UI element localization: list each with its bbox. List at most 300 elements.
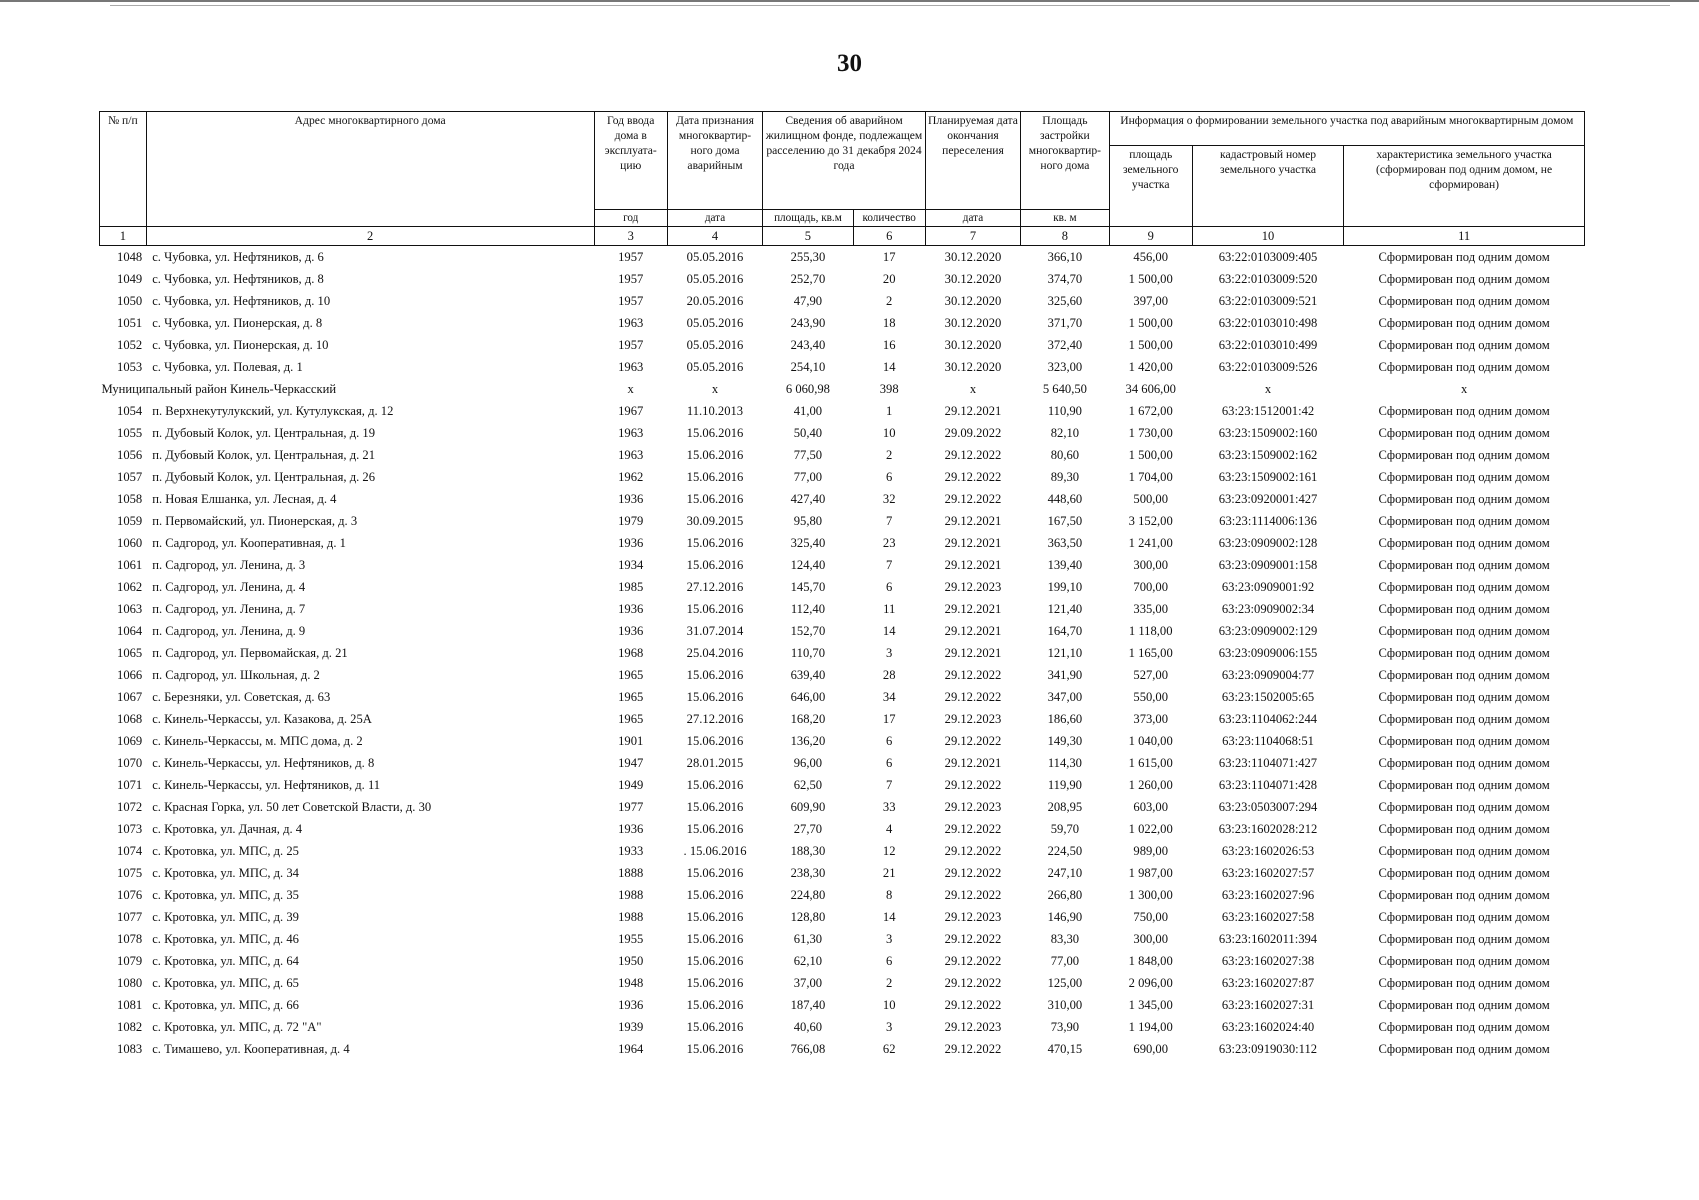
- row-address: с. Кротовка, ул. МПС, д. 72 "А": [152, 1019, 322, 1034]
- row-area: 128,80: [790, 909, 826, 924]
- row-land-area: 550,00: [1133, 689, 1169, 704]
- row-land-area: 1 165,00: [1128, 645, 1173, 660]
- row-land-area: 1 500,00: [1128, 315, 1173, 330]
- row-recognition-date: 15.06.2016: [686, 931, 744, 946]
- row-planned-date: 29.12.2022: [944, 865, 1002, 880]
- header-planned-date: Планируемая дата окончания переселения: [925, 112, 1020, 210]
- row-area: 187,40: [790, 997, 826, 1012]
- unit-date: дата: [667, 210, 762, 227]
- row-land-characteristic: Сформирован под одним домом: [1378, 315, 1550, 330]
- district-area: 6 060,98: [785, 381, 830, 396]
- row-address: с. Красная Горка, ул. 50 лет Советской Власти, д. 30: [152, 799, 432, 814]
- row-land-characteristic: Сформирован под одним домом: [1378, 799, 1550, 814]
- col-number: 1: [100, 227, 147, 246]
- row-land-characteristic: Сформирован под одним домом: [1378, 931, 1550, 946]
- table-row: [100, 950, 1585, 972]
- row-count: 17: [882, 249, 896, 264]
- table-row: [100, 268, 1585, 290]
- row-count: 7: [886, 777, 893, 792]
- row-area: 255,30: [790, 249, 826, 264]
- district-cadastral-number: x: [1264, 381, 1272, 396]
- row-planned-date: 29.12.2023: [944, 1019, 1002, 1034]
- row-recognition-date: 15.06.2016: [686, 777, 744, 792]
- row-number: 1077: [117, 909, 143, 924]
- row-recognition-date: 15.06.2016: [686, 821, 744, 836]
- col-number: 3: [594, 227, 667, 246]
- row-year: 1968: [618, 645, 644, 660]
- row-planned-date: 29.12.2021: [944, 513, 1002, 528]
- row-cadastral-number: 63:23:1602027:31: [1221, 997, 1315, 1012]
- row-area: 646,00: [790, 689, 826, 704]
- row-number: 1052: [117, 337, 143, 352]
- row-planned-date: 29.12.2022: [944, 931, 1002, 946]
- row-cadastral-number: 63:23:1509002:162: [1218, 447, 1318, 462]
- row-build-area: 323,00: [1047, 359, 1083, 374]
- row-area: 243,90: [790, 315, 826, 330]
- row-land-characteristic: Сформирован под одним домом: [1378, 579, 1550, 594]
- row-build-area: 310,00: [1047, 997, 1083, 1012]
- row-build-area: 121,40: [1047, 601, 1083, 616]
- scan-top-line: [110, 5, 1670, 6]
- row-land-characteristic: Сформирован под одним домом: [1378, 821, 1550, 836]
- row-land-characteristic: Сформирован под одним домом: [1378, 293, 1550, 308]
- district-count: 398: [879, 381, 899, 396]
- row-count: 7: [886, 557, 893, 572]
- row-build-area: 448,60: [1047, 491, 1083, 506]
- table-row: [100, 752, 1585, 774]
- row-count: 6: [886, 733, 893, 748]
- row-cadastral-number: 63:22:0103009:526: [1218, 359, 1318, 374]
- row-planned-date: 29.12.2021: [944, 755, 1002, 770]
- row-count: 6: [886, 953, 893, 968]
- row-count: 2: [886, 447, 893, 462]
- row-land-characteristic: Сформирован под одним домом: [1378, 359, 1550, 374]
- row-land-characteristic: Сформирован под одним домом: [1378, 1041, 1550, 1056]
- row-area: 110,70: [790, 645, 826, 660]
- row-year: 1977: [618, 799, 644, 814]
- row-recognition-date: 15.06.2016: [686, 909, 744, 924]
- row-year: 1957: [618, 337, 644, 352]
- row-address: с. Кротовка, ул. МПС, д. 66: [152, 997, 299, 1012]
- row-address: с. Чубовка, ул. Нефтяников, д. 10: [152, 293, 331, 308]
- row-cadastral-number: 63:23:1104071:428: [1218, 777, 1318, 792]
- header-land-area: площадь земельного участка: [1109, 146, 1192, 227]
- row-cadastral-number: 63:23:1602026:53: [1221, 843, 1315, 858]
- row-address: с. Кротовка, ул. МПС, д. 25: [152, 843, 299, 858]
- row-land-characteristic: Сформирован под одним домом: [1378, 557, 1550, 572]
- row-area: 238,30: [790, 865, 826, 880]
- table-row: [100, 246, 1585, 269]
- row-build-area: 80,60: [1050, 447, 1080, 462]
- row-area: 61,30: [793, 931, 823, 946]
- row-land-characteristic: Сформирован под одним домом: [1378, 337, 1550, 352]
- row-recognition-date: 20.05.2016: [686, 293, 744, 308]
- row-year: 1936: [618, 997, 644, 1012]
- row-land-characteristic: Сформирован под одним домом: [1378, 469, 1550, 484]
- row-land-characteristic: Сформирован под одним домом: [1378, 689, 1550, 704]
- row-area: 40,60: [793, 1019, 823, 1034]
- table-row: [100, 906, 1585, 928]
- row-address: п. Садгород, ул. Ленина, д. 4: [152, 579, 306, 594]
- row-cadastral-number: 63:22:0103009:405: [1218, 249, 1318, 264]
- table-row: [100, 422, 1585, 444]
- row-land-characteristic: Сформирован под одним домом: [1378, 601, 1550, 616]
- row-recognition-date: 15.06.2016: [686, 887, 744, 902]
- row-planned-date: 29.12.2022: [944, 491, 1002, 506]
- row-area: 41,00: [793, 403, 823, 418]
- row-recognition-date: 15.06.2016: [686, 601, 744, 616]
- table-row: [100, 444, 1585, 466]
- row-number: 1060: [117, 535, 143, 550]
- row-address: с. Чубовка, ул. Пионерская, д. 8: [152, 315, 323, 330]
- row-address: п. Садгород, ул. Школьная, д. 2: [152, 667, 320, 682]
- row-cadastral-number: 63:23:1602024:40: [1221, 1019, 1315, 1034]
- row-cadastral-number: 63:23:1104071:427: [1218, 755, 1318, 770]
- row-number: 1062: [117, 579, 143, 594]
- row-year: 1963: [618, 315, 644, 330]
- unit-area: площадь, кв.м: [763, 210, 853, 227]
- row-area: 96,00: [793, 755, 823, 770]
- row-recognition-date: 25.04.2016: [686, 645, 744, 660]
- table-row: [100, 290, 1585, 312]
- emergency-housing-table: [99, 111, 1585, 1060]
- row-recognition-date: 15.06.2016: [686, 491, 744, 506]
- row-recognition-date: 05.05.2016: [686, 249, 744, 264]
- row-area: 168,20: [790, 711, 826, 726]
- row-count: 3: [886, 1019, 893, 1034]
- row-build-area: 247,10: [1047, 865, 1083, 880]
- row-recognition-date: 30.09.2015: [686, 513, 744, 528]
- row-recognition-date: 05.05.2016: [686, 315, 744, 330]
- row-address: п. Первомайский, ул. Пионерская, д. 3: [152, 513, 358, 528]
- table-row: [100, 1016, 1585, 1038]
- row-cadastral-number: 63:23:0909006:155: [1218, 645, 1318, 660]
- row-land-characteristic: Сформирован под одним домом: [1378, 997, 1550, 1012]
- col-number: 6: [853, 227, 925, 246]
- row-count: 12: [882, 843, 896, 858]
- row-count: 20: [882, 271, 896, 286]
- row-recognition-date: 11.10.2013: [686, 403, 744, 418]
- row-address: с. Кинель-Черкассы, м. МПС дома, д. 2: [152, 733, 363, 748]
- table-row: [100, 708, 1585, 730]
- row-build-area: 347,00: [1047, 689, 1083, 704]
- row-number: 1074: [117, 843, 143, 858]
- row-count: 3: [886, 931, 893, 946]
- row-land-characteristic: Сформирован под одним домом: [1378, 645, 1550, 660]
- row-count: 14: [882, 909, 896, 924]
- row-count: 18: [882, 315, 896, 330]
- header-build-area: Площадь застройки многоквартир-ного дома: [1021, 112, 1109, 210]
- col-number: 2: [146, 227, 594, 246]
- row-number: 1080: [117, 975, 143, 990]
- table-row: [100, 862, 1585, 884]
- row-build-area: 325,60: [1047, 293, 1083, 308]
- row-number: 1078: [117, 931, 143, 946]
- table-row: [100, 994, 1585, 1016]
- row-build-area: 121,10: [1047, 645, 1083, 660]
- row-year: 1936: [618, 623, 644, 638]
- row-build-area: 73,90: [1050, 1019, 1080, 1034]
- row-land-area: 1 500,00: [1128, 447, 1173, 462]
- row-number: 1069: [117, 733, 143, 748]
- row-year: 1965: [618, 667, 644, 682]
- row-build-area: 374,70: [1047, 271, 1083, 286]
- row-count: 1: [886, 403, 893, 418]
- row-planned-date: 29.12.2022: [944, 887, 1002, 902]
- row-build-area: 149,30: [1047, 733, 1083, 748]
- row-address: с. Кинель-Черкассы, ул. Казакова, д. 25А: [152, 711, 372, 726]
- row-cadastral-number: 63:23:1602028:212: [1218, 821, 1318, 836]
- row-recognition-date: 15.06.2016: [686, 557, 744, 572]
- row-recognition-date: 27.12.2016: [686, 711, 744, 726]
- row-number: 1067: [117, 689, 143, 704]
- row-area: 95,80: [793, 513, 823, 528]
- row-count: 33: [882, 799, 896, 814]
- row-address: с. Тимашево, ул. Кооперативная, д. 4: [152, 1041, 350, 1056]
- table-row: [100, 818, 1585, 840]
- row-cadastral-number: 63:23:1502005:65: [1221, 689, 1315, 704]
- row-land-characteristic: Сформирован под одним домом: [1378, 909, 1550, 924]
- row-planned-date: 29.12.2023: [944, 579, 1002, 594]
- row-planned-date: 29.12.2021: [944, 601, 1002, 616]
- row-year: 1985: [618, 579, 644, 594]
- row-cadastral-number: 63:23:0909001:158: [1218, 557, 1318, 572]
- row-recognition-date: 31.07.2014: [686, 623, 744, 638]
- row-land-characteristic: Сформирован под одним домом: [1378, 975, 1550, 990]
- row-number: 1049: [117, 271, 143, 286]
- row-land-area: 2 096,00: [1128, 975, 1173, 990]
- row-address: с. Чубовка, ул. Пионерская, д. 10: [152, 337, 329, 352]
- row-year: 1936: [618, 601, 644, 616]
- row-land-characteristic: Сформирован под одним домом: [1378, 865, 1550, 880]
- row-land-area: 335,00: [1133, 601, 1169, 616]
- header-land-info: Информация о формировании земельного участка под аварийным многоквартирным домом: [1109, 112, 1584, 146]
- row-build-area: 119,90: [1047, 777, 1082, 792]
- table-row: [100, 884, 1585, 906]
- row-land-area: 1 118,00: [1128, 623, 1173, 638]
- row-recognition-date: 05.05.2016: [686, 359, 744, 374]
- row-land-characteristic: Сформирован под одним домом: [1378, 1019, 1550, 1034]
- row-count: 17: [882, 711, 896, 726]
- row-land-characteristic: Сформирован под одним домом: [1378, 755, 1550, 770]
- row-land-area: 989,00: [1133, 843, 1169, 858]
- col-number: 5: [763, 227, 853, 246]
- row-address: п. Садгород, ул. Ленина, д. 3: [152, 557, 306, 572]
- row-planned-date: 29.12.2022: [944, 843, 1002, 858]
- district-planned-date: x: [969, 381, 977, 396]
- row-build-area: 224,50: [1047, 843, 1083, 858]
- row-planned-date: 30.12.2020: [944, 359, 1002, 374]
- row-recognition-date: 15.06.2016: [686, 975, 744, 990]
- row-year: 1936: [618, 821, 644, 836]
- row-land-area: 1 848,00: [1128, 953, 1173, 968]
- row-number: 1068: [117, 711, 143, 726]
- row-area: 188,30: [790, 843, 826, 858]
- row-recognition-date: 15.06.2016: [686, 1041, 744, 1056]
- col-number: 7: [925, 227, 1020, 246]
- row-year: 1955: [618, 931, 644, 946]
- row-count: 32: [882, 491, 896, 506]
- table-row: [100, 620, 1585, 642]
- row-count: 14: [882, 359, 896, 374]
- row-planned-date: 29.12.2021: [944, 645, 1002, 660]
- row-address: п. Дубовый Колок, ул. Центральная, д. 19: [152, 425, 376, 440]
- row-count: 16: [882, 337, 896, 352]
- row-planned-date: 29.12.2022: [944, 447, 1002, 462]
- row-address: с. Кротовка, ул. МПС, д. 64: [152, 953, 299, 968]
- unit-build-area: кв. м: [1021, 210, 1109, 227]
- unit-plan-date: дата: [925, 210, 1020, 227]
- row-count: 34: [882, 689, 896, 704]
- row-land-characteristic: Сформирован под одним домом: [1378, 711, 1550, 726]
- row-number: 1050: [117, 293, 143, 308]
- table-row: [100, 334, 1585, 356]
- row-recognition-date: 05.05.2016: [686, 271, 744, 286]
- row-area: 639,40: [790, 667, 826, 682]
- row-land-area: 500,00: [1133, 491, 1169, 506]
- row-year: 1988: [618, 887, 644, 902]
- row-recognition-date: 05.05.2016: [686, 337, 744, 352]
- table-body: [100, 246, 1585, 1061]
- row-count: 2: [886, 293, 893, 308]
- row-build-area: 366,10: [1047, 249, 1083, 264]
- row-planned-date: 29.12.2021: [944, 557, 1002, 572]
- row-land-area: 603,00: [1133, 799, 1169, 814]
- row-number: 1053: [117, 359, 143, 374]
- row-land-characteristic: Сформирован под одним домом: [1378, 403, 1550, 418]
- district-year: x: [627, 381, 634, 396]
- row-planned-date: 29.12.2021: [944, 535, 1002, 550]
- row-address: п. Дубовый Колок, ул. Центральная, д. 21: [152, 447, 376, 462]
- row-number: 1070: [117, 755, 143, 770]
- table-row: [100, 356, 1585, 378]
- row-year: 1947: [618, 755, 644, 770]
- row-area: 243,40: [790, 337, 826, 352]
- row-planned-date: 29.12.2022: [944, 997, 1002, 1012]
- row-area: 27,70: [793, 821, 823, 836]
- row-area: 112,40: [790, 601, 826, 616]
- row-planned-date: 29.12.2022: [944, 733, 1002, 748]
- row-number: 1048: [117, 249, 143, 264]
- table-row: [100, 510, 1585, 532]
- row-planned-date: 29.12.2023: [944, 909, 1002, 924]
- row-number: 1055: [117, 425, 143, 440]
- row-area: 124,40: [790, 557, 826, 572]
- header-recognition-date: Дата признания многоквартир-ного дома аварийным: [667, 112, 762, 210]
- row-count: 23: [882, 535, 896, 550]
- row-address: с. Кротовка, ул. Дачная, д. 4: [152, 821, 303, 836]
- row-land-characteristic: Сформирован под одним домом: [1378, 667, 1550, 682]
- row-build-area: 167,50: [1047, 513, 1083, 528]
- row-number: 1072: [117, 799, 143, 814]
- row-build-area: 110,90: [1047, 403, 1082, 418]
- row-land-area: 1 345,00: [1128, 997, 1173, 1012]
- row-cadastral-number: 63:23:0919030:112: [1218, 1041, 1318, 1056]
- row-planned-date: 29.12.2022: [944, 953, 1002, 968]
- row-planned-date: 30.12.2020: [944, 337, 1002, 352]
- row-number: 1065: [117, 645, 143, 660]
- col-number: 9: [1109, 227, 1192, 246]
- header-year-in-use: Год ввода дома в эксплуата-цию: [594, 112, 667, 210]
- row-year: 1979: [618, 513, 644, 528]
- row-cadastral-number: 63:23:1509002:161: [1218, 469, 1318, 484]
- row-address: с. Кротовка, ул. МПС, д. 35: [152, 887, 299, 902]
- row-cadastral-number: 63:23:1104068:51: [1222, 733, 1314, 748]
- row-year: 1888: [618, 865, 644, 880]
- row-count: 62: [882, 1041, 896, 1056]
- row-recognition-date: 15.06.2016: [686, 865, 744, 880]
- row-build-area: 186,60: [1047, 711, 1083, 726]
- row-recognition-date: 15.06.2016: [686, 425, 744, 440]
- row-address: п. Новая Елшанка, ул. Лесная, д. 4: [152, 491, 337, 506]
- row-area: 252,70: [790, 271, 826, 286]
- row-planned-date: 29.12.2022: [944, 469, 1002, 484]
- row-cadastral-number: 63:23:0909002:34: [1221, 601, 1315, 616]
- header-cadastral: кадастровый номер земельного участка: [1192, 146, 1343, 227]
- row-cadastral-number: 63:23:0920001:427: [1218, 491, 1318, 506]
- row-land-characteristic: Сформирован под одним домом: [1378, 777, 1550, 792]
- row-count: 11: [883, 601, 896, 616]
- row-planned-date: 29.12.2023: [944, 711, 1002, 726]
- row-address: п. Верхнекутулукский, ул. Кутулукская, д. 12: [152, 403, 394, 418]
- table-row: [100, 488, 1585, 510]
- district-recognition-date: x: [711, 381, 719, 396]
- row-build-area: 114,30: [1047, 755, 1082, 770]
- table-row: [100, 466, 1585, 488]
- table-row: [100, 730, 1585, 752]
- row-number: 1051: [117, 315, 143, 330]
- row-build-area: 125,00: [1047, 975, 1083, 990]
- row-number: 1059: [117, 513, 143, 528]
- col-number: 4: [667, 227, 762, 246]
- table-row: [100, 642, 1585, 664]
- row-year: 1964: [618, 1041, 644, 1056]
- row-year: 1963: [618, 447, 644, 462]
- row-recognition-date: 15.06.2016: [686, 535, 744, 550]
- row-cadastral-number: 63:23:1602027:96: [1221, 887, 1315, 902]
- row-planned-date: 30.12.2020: [944, 315, 1002, 330]
- header-emergency-fund: Сведения об аварийном жилищном фонде, подлежащем расселению до 31 декабря 2024 года: [763, 112, 926, 210]
- row-land-area: 397,00: [1133, 293, 1169, 308]
- row-planned-date: 29.12.2022: [944, 667, 1002, 682]
- row-count: 10: [882, 997, 896, 1012]
- row-build-area: 164,70: [1047, 623, 1083, 638]
- row-count: 14: [882, 623, 896, 638]
- row-area: 77,00: [793, 469, 823, 484]
- row-address: п. Дубовый Колок, ул. Центральная, д. 26: [152, 469, 376, 484]
- row-land-area: 1 672,00: [1128, 403, 1173, 418]
- row-address: п. Садгород, ул. Первомайская, д. 21: [152, 645, 348, 660]
- table-row: [100, 774, 1585, 796]
- row-planned-date: 29.12.2022: [944, 777, 1002, 792]
- row-count: 2: [886, 975, 893, 990]
- row-area: 47,90: [793, 293, 823, 308]
- row-cadastral-number: 63:22:0103009:521: [1218, 293, 1318, 308]
- row-year: 1948: [618, 975, 644, 990]
- row-year: 1934: [618, 557, 644, 572]
- row-planned-date: 29.12.2022: [944, 975, 1002, 990]
- row-recognition-date: 15.06.2016: [686, 733, 744, 748]
- table-row: [100, 400, 1585, 422]
- row-planned-date: 29.12.2023: [944, 799, 1002, 814]
- row-number: 1082: [117, 1019, 143, 1034]
- row-year: 1965: [618, 711, 644, 726]
- row-area: 224,80: [790, 887, 826, 902]
- row-land-area: 1 040,00: [1128, 733, 1173, 748]
- row-area: 50,40: [793, 425, 823, 440]
- table-row: [100, 1038, 1585, 1060]
- row-cadastral-number: 63:22:0103010:498: [1218, 315, 1318, 330]
